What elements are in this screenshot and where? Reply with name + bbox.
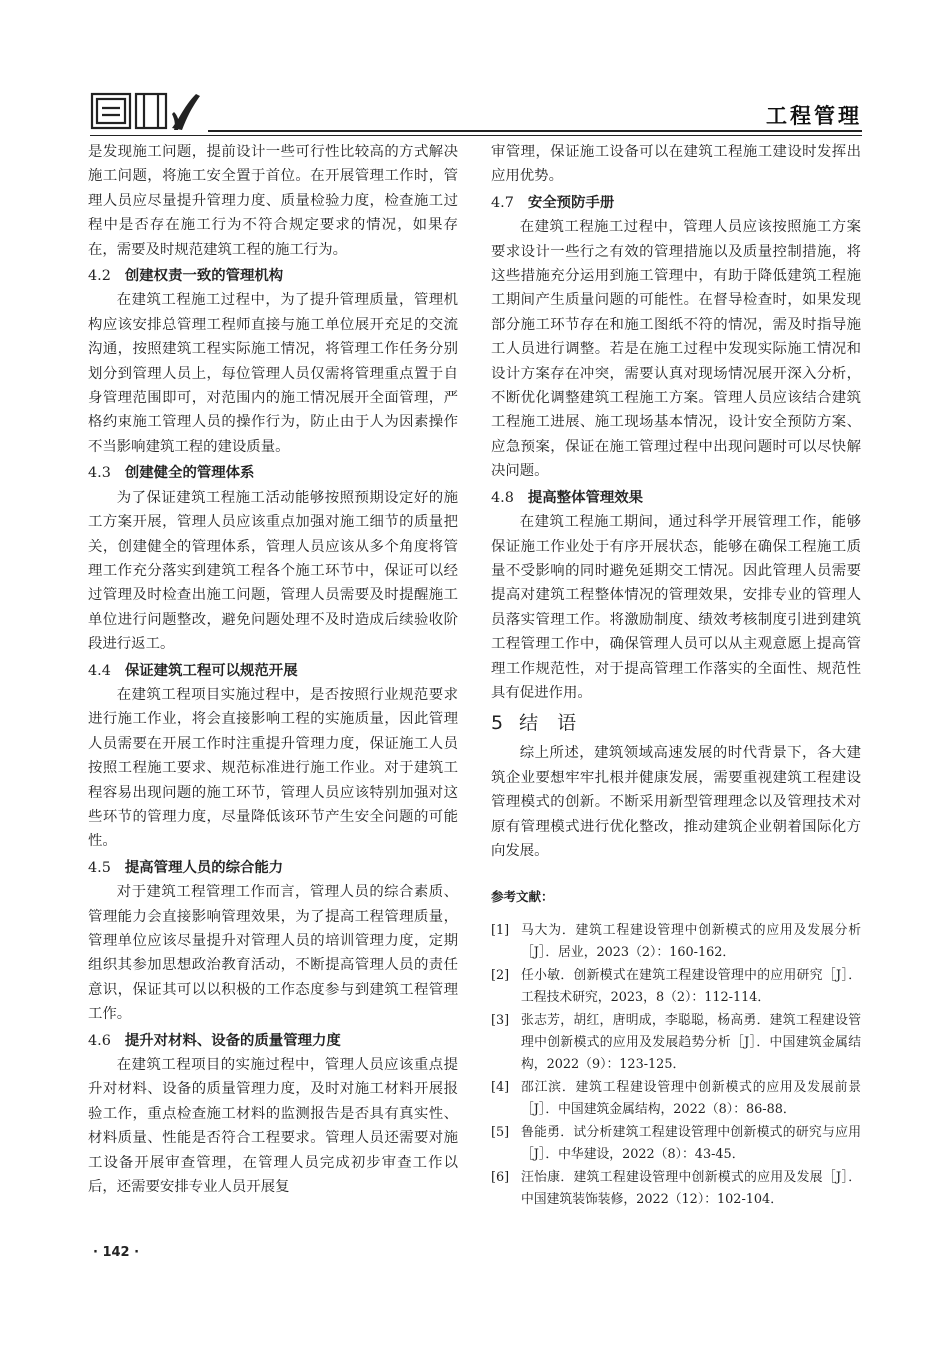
reference-index: [2] xyxy=(491,967,510,983)
reference-index: [5] xyxy=(491,1124,510,1140)
section-title: 提高管理人员的综合能力 xyxy=(124,859,284,876)
section-heading-4-3 xyxy=(88,461,458,485)
section-title: 保证建筑工程可以规范开展 xyxy=(124,662,298,679)
reference-item xyxy=(491,1077,861,1121)
reference-item xyxy=(491,1167,861,1211)
references-list xyxy=(491,920,861,1211)
section-number: 4.8 xyxy=(491,489,514,506)
section-number: 4.4 xyxy=(88,662,111,679)
reference-item xyxy=(491,965,861,1009)
section-title: 提升对材料、设备的质量管理力度 xyxy=(124,1032,341,1049)
left-column xyxy=(88,140,458,1199)
section-heading-4-2 xyxy=(88,264,458,288)
section-title: 提高整体管理效果 xyxy=(527,489,644,506)
section-number: 4.2 xyxy=(88,268,111,285)
section-heading-4-7 xyxy=(491,191,861,215)
section-heading-4-8 xyxy=(491,486,861,510)
reference-item xyxy=(491,1122,861,1166)
paragraph: 为了保证建筑工程施工活动能够按照预期设定好的施工方案开展，管理人员应该重点加强对施工细节的质量把关，创建健全的管理体系，管理人员应该从多个角度将管理工作充分落实到建筑工程各个施工环节中，保证可以经过管理及时检查出施工问题，管理人员需要及时提醒施工单位进行问题整改，避免问题处理不及时造成后续验收阶段进行返工。 xyxy=(88,489,458,653)
reference-item xyxy=(491,920,861,964)
references-title: 参考文献： xyxy=(491,889,554,905)
section-heading-5 xyxy=(491,709,861,737)
section-heading-4-6 xyxy=(88,1029,458,1053)
paragraph: 在建筑工程项目实施过程中，是否按照行业规范要求进行施工作业，将会直接影响工程的实施质量，因此管理人员需要在开展工作时注重提升管理力度，保证施工人员按照工程施工要求、规范标准进行施工作业。对于建筑工程容易出现问题的施工环节，管理人员应该特别加强对这些环节的管理力度，尽量降低该环节产生安全问题的可能性。 xyxy=(88,686,458,850)
paragraph: 在建筑工程施工过程中，管理人员应该按照施工方案要求设计一些行之有效的管理措施以及质量控制措施，将这些措施充分运用到施工管理中，有助于降低建筑工程施工期间产生质量问题的可能性。在督导检查时，如果发现部分施工环节存在和施工图纸不符的情况，需及时指导施工人员进行调整。若是在施工过程中发现实际施工情况和设计方案存在冲突，需要认真对现场情况展开深入分析，不断优化调整建筑工程施工方案。管理人员应该结合建筑工程施工进展、施工现场基本情况，设计安全预防方案、应急预案，保证在施工管理过程中出现问题时可以尽快解决问题。 xyxy=(491,219,861,480)
reference-index: [4] xyxy=(491,1079,510,1095)
section-tag: 工程管理 xyxy=(766,104,862,128)
reference-text: 汪怡康．建筑工程建设管理中创新模式的应用及发展［J］．中国建筑装饰装修，2022（12）：102-104． xyxy=(521,1169,861,1207)
paragraph-continued: 是发现施工问题，提前设计一些可行性比较高的方式解决施工问题，将施工安全置于首位。在开展管理工作时，管理人员应尽量提升管理力度、质量检验力度，检查施工过程中是否存在施工行为不符合规定要求的情况，如果存在，需要及时规范建筑工程的施工行为。 xyxy=(88,144,458,258)
right-column xyxy=(491,140,861,1212)
reference-index: [3] xyxy=(491,1012,510,1028)
reference-index: [6] xyxy=(491,1169,510,1185)
section-number: 4.3 xyxy=(88,465,111,482)
header-rule-thick xyxy=(208,130,862,132)
section-heading-4-4 xyxy=(88,659,458,683)
section-number: 4.6 xyxy=(88,1032,111,1049)
paragraph: 综上所述，建筑领域高速发展的时代背景下，各大建筑企业要想牢牢扎根并健康发展，需要重视建筑工程建设管理模式的创新。不断采用新型管理理念以及管理技术对原有管理模式进行优化整改，推动建筑企业朝着国际化方向发展。 xyxy=(491,745,861,859)
reference-text: 鲁能勇．试分析建筑工程建设管理中创新模式的研究与应用［J］．中华建设，2022（8）：43-45． xyxy=(521,1124,861,1162)
reference-text: 任小敏．创新模式在建筑工程建设管理中的应用研究［J］．工程技术研究，2023，8（2）：112-114． xyxy=(521,967,861,1005)
paragraph: 对于建筑工程管理工作而言，管理人员的综合素质、管理能力会直接影响管理效果，为了提高工程管理质量，管理单位应该尽量提升对管理人员的培训管理力度，定期组织其参加思想政治教育活动，不断提高管理人员的责任意识，保证其可以以积极的工作态度参与到建筑工程管理工作。 xyxy=(88,884,458,1023)
section-title: 创建健全的管理体系 xyxy=(124,465,255,482)
reference-item xyxy=(491,1010,861,1076)
paragraph-continued: 审管理，保证施工设备可以在建筑工程施工建设时发挥出应用优势。 xyxy=(491,144,861,185)
paragraph: 在建筑工程项目的实施过程中，管理人员应该重点提升对材料、设备的质量管理力度，及时对施工材料开展报验工作，重点检查施工材料的监测报告是否具有真实性、材料质量、性能是否符合工程要求。管理人员还需要对施工设备开展审查管理，在管理人员完成初步审查工作以后，还需要安排专业人员开展复 xyxy=(88,1057,458,1196)
section-title: 结 语 xyxy=(519,712,577,735)
section-title: 创建权责一致的管理机构 xyxy=(124,268,284,285)
reference-index: [1] xyxy=(491,922,510,938)
header-rule-thin xyxy=(90,135,862,136)
paragraph: 在建筑工程施工期间，通过科学开展管理工作，能够保证施工作业处于有序开展状态，能够在确保工程施工质量不受影响的同时避免延期交工情况。因此管理人员需要提高对建筑工程整体情况的管理效果，安排专业的管理人员落实管理工作。将激励制度、绩效考核制度引进到建筑工程管理工作中，确保管理人员可以从主观意愿上提高管理工作规范性，对于提高管理工作落实的全面性、规范性具有促进作用。 xyxy=(491,514,861,701)
section-number: 4.7 xyxy=(491,194,514,211)
section-number: 5 xyxy=(491,712,504,735)
reference-text: 张志芳，胡红，唐明成，李聪聪，杨高勇．建筑工程建设管理中创新模式的应用及发展趋势分析［J］．中国建筑金属结构，2022（9）：123-125． xyxy=(521,1012,861,1072)
section-heading-4-5 xyxy=(88,856,458,880)
reference-text: 马大为．建筑工程建设管理中创新模式的应用及发展分析［J］．居业，2023（2）：160-162． xyxy=(521,922,861,960)
reference-text: 邵江滨．建筑工程建设管理中创新模式的应用及发展前景［J］．中国建筑金属结构，2022（8）：86-88． xyxy=(521,1079,861,1117)
journal-logo-icon xyxy=(88,88,206,134)
page-number: · 142 · xyxy=(93,1245,140,1260)
section-title: 安全预防手册 xyxy=(527,194,615,211)
journal-logo xyxy=(88,88,206,134)
section-number: 4.5 xyxy=(88,859,111,876)
paragraph: 在建筑工程施工过程中，为了提升管理质量，管理机构应该安排总管理工程师直接与施工单位展开充足的交流沟通，按照建筑工程实际施工情况，将管理工作任务分别划分到管理人员上，每位管理人员仅需将管理重点置于自身管理范围即可，对范围内的施工情况展开全面管理，严格约束施工管理人员的操作行为，防止由于人为因素操作不当影响建筑工程的建设质量。 xyxy=(88,292,458,455)
